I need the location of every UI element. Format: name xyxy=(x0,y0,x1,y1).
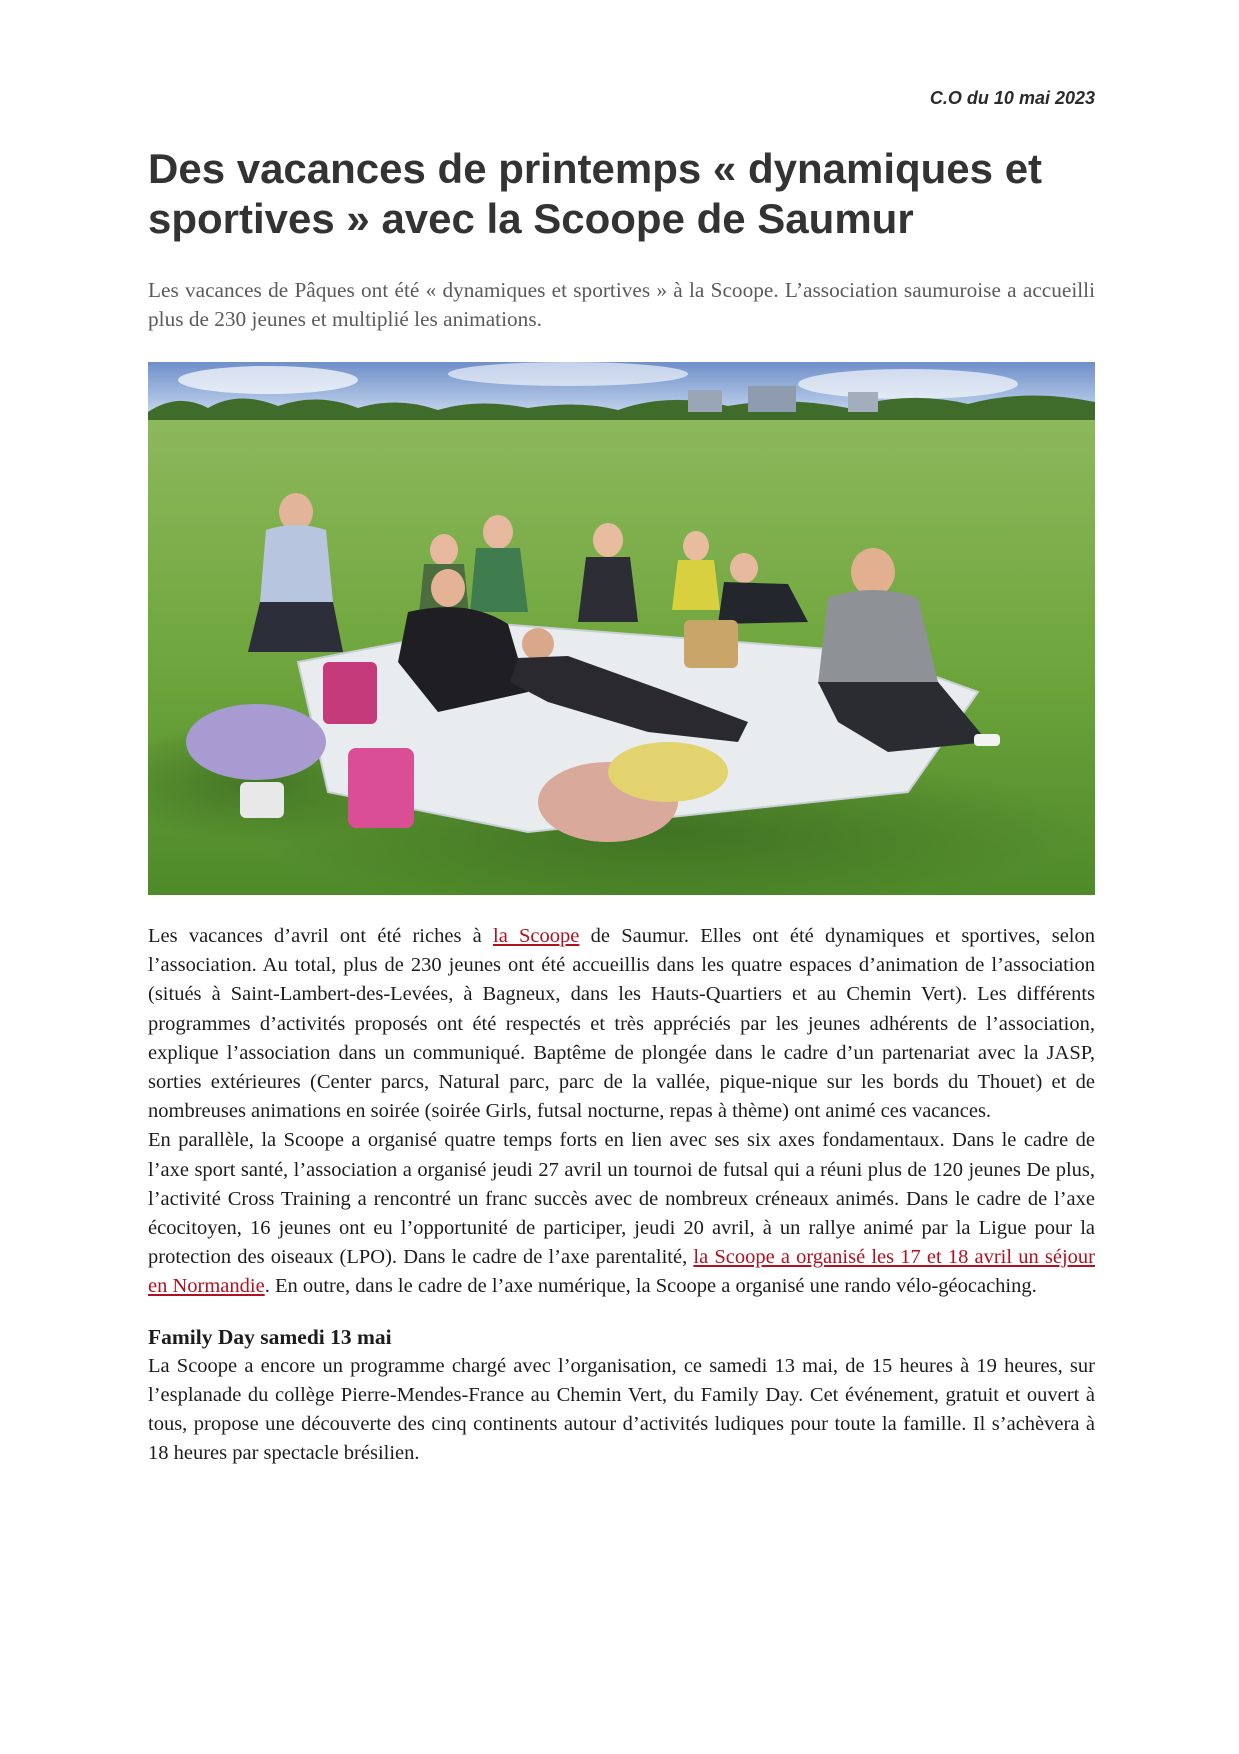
link-la-scoope[interactable]: la Scoope xyxy=(493,925,580,947)
section-subheading: Family Day samedi 13 mai xyxy=(148,1324,392,1349)
article-paragraph-2 xyxy=(148,1126,1095,1301)
article-headline: Des vacances de printemps « dynamiques et sportives » avec la Scoope de Saumur xyxy=(148,145,1043,242)
article-body xyxy=(148,922,1095,1468)
article-source-date: C.O du 10 mai 2023 xyxy=(929,88,1095,108)
paragraph-1-text-end: de Saumur. Elles ont été dynamiques et sportives, selon l’association. Au total, plus de 230 jeunes ont été accueillis dans les quatre espaces d’animation de l’association (situés à Saint-Lambert-des-Levées, à Bagneux, dans les Hauts-Quartiers et au Chemin Vert). Les différents programmes d’activités proposés ont été respectés et très appréciés par les jeunes adhérents de l’association, explique l’association dans un communiqué. Baptême de plongée dans le cadre d’un partenariat avec la JASP, sorties extérieures (Center parcs, Natural parc, parc de la vallée, pique-nique sur les bords du Thouet) et de nombreuses animations en soirée (soirée Girls, futsal nocturne, repas à thème) ont animé ces vacances. xyxy=(148,925,1095,1123)
article-photo xyxy=(148,362,1095,895)
paragraph-2-text-end: . En outre, dans le cadre de l’axe numérique, la Scoope a organisé une rando vélo-géocaching. xyxy=(264,1275,1037,1298)
paragraph-1-text-start: Les vacances d’avril ont été riches à xyxy=(148,925,493,947)
article-paragraph-1 xyxy=(148,922,1095,1126)
article-lead: Les vacances de Pâques ont été « dynamiques et sportives » à la Scoope. L’association saumuroise a accueilli plus de 230 jeunes et multiplié les animations. xyxy=(148,278,1095,331)
link-sejour-normandie[interactable]: la Scoope a organisé les 17 et 18 avril un séjour en Normandie xyxy=(148,1246,1095,1298)
article-paragraph-3: La Scoope a encore un programme chargé avec l’organisation, ce samedi 13 mai, de 15 heures à 19 heures, sur l’esplanade du collège Pierre-Mendes-France au Chemin Vert, du Family Day. Cet événement, gratuit et ouvert à tous, propose une découverte des cinq continents autour d’activités ludiques pour toute la famille. Il s’achèvera à 18 heures par spectacle brésilien. xyxy=(148,1354,1095,1465)
paragraph-2-text-start: En parallèle, la Scoope a organisé quatre temps forts en lien avec ses six axes fondamentaux. Dans le cadre de l’axe sport santé, l’association a organisé jeudi 27 avril un tournoi de futsal qui a réuni plus de 120 jeunes De plus, l’activité Cross Training a rencontré un franc succès avec de nombreux créneaux animés. Dans le cadre de l’axe écocitoyen, 16 jeunes ont eu l’opportunité de participer, jeudi 20 avril, à un rallye animé par la Ligue pour la protection des oiseaux (LPO). Dans le cadre de l’axe parentalité, xyxy=(148,1129,1095,1269)
